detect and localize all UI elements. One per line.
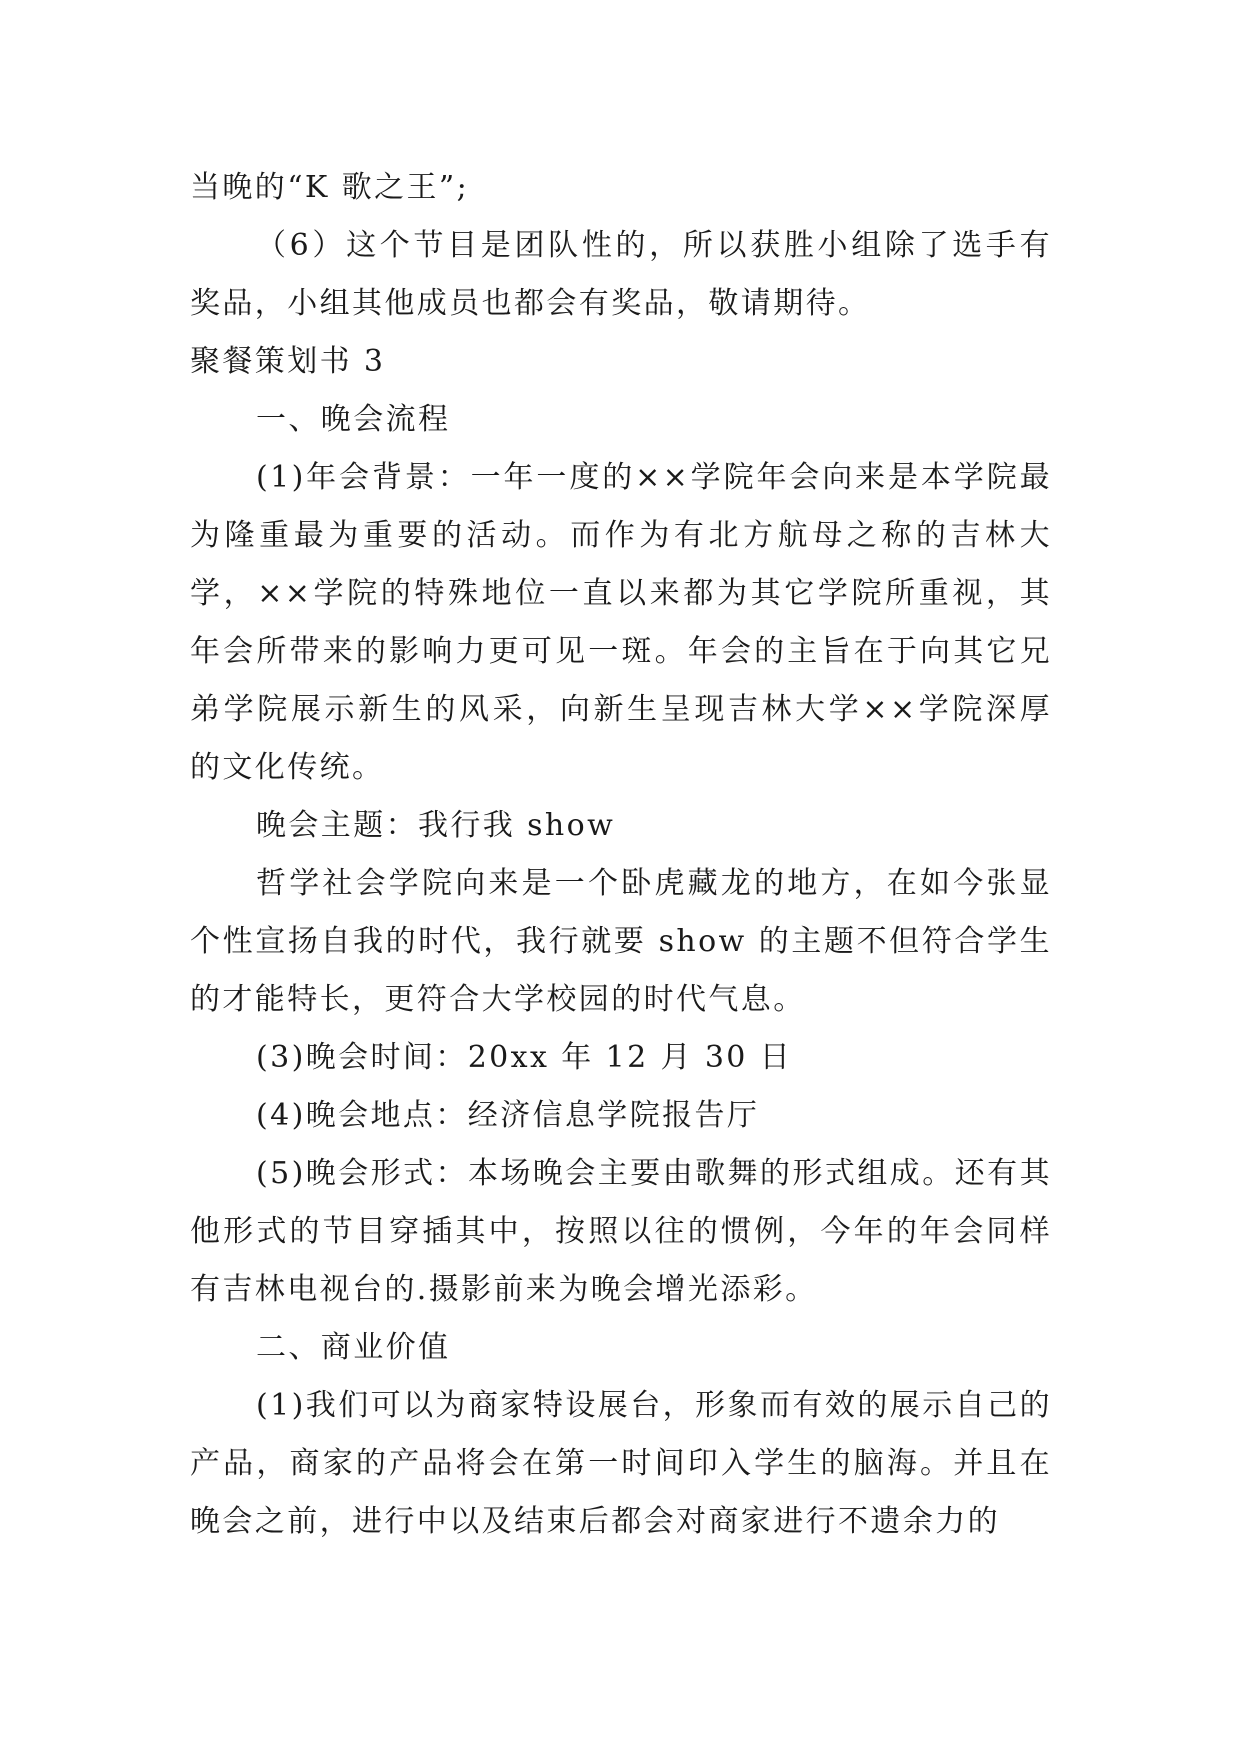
paragraph-2: （6）这个节目是团队性的，所以获胜小组除了选手有奖品，小组其他成员也都会有奖品，敬请期待。 <box>190 228 1052 321</box>
paragraph-location: (4)晚会地点：经济信息学院报告厅 <box>256 1098 760 1133</box>
paragraph-format: (5)晚会形式：本场晚会主要由歌舞的形式组成。还有其他形式的节目穿插其中，按照以往的惯例，今年的年会同样有吉林电视台的.摄影前来为晚会增光添彩。 <box>190 1156 1052 1307</box>
subheading-commercial-value: 二、商业价值 <box>256 1330 451 1365</box>
paragraph-time: (3)晚会时间：20xx 年 12 月 30 日 <box>256 1040 793 1075</box>
subheading-program-flow: 一、晚会流程 <box>256 402 451 437</box>
paragraph-theme-description: 哲学社会学院向来是一个卧虎藏龙的地方，在如今张显个性宣扬自我的时代，我行就要 show 的主题不但符合学生的才能特长，更符合大学校园的时代气息。 <box>190 866 1052 1017</box>
paragraph-theme: 晚会主题：我行我 show <box>256 808 616 843</box>
paragraph-commercial-1: (1)我们可以为商家特设展台，形象而有效的展示自己的产品，商家的产品将会在第一时间印入学生的脑海。并且在晚会之前，进行中以及结束后都会对商家进行不遗余力的 <box>190 1388 1052 1539</box>
document-body <box>190 159 1052 1551</box>
paragraph-1: 当晚的“K 歌之王”; <box>190 170 470 205</box>
section-heading: 聚餐策划书 3 <box>190 344 386 379</box>
paragraph-background: (1)年会背景：一年一度的××学院年会向来是本学院最为隆重最为重要的活动。而作为有北方航母之称的吉林大学，××学院的特殊地位一直以来都为其它学院所重视，其年会所带来的影响力更可见一斑。年会的主旨在于向其它兄弟学院展示新生的风采，向新生呈现吉林大学××学院深厚的文化传统。 <box>190 460 1052 785</box>
